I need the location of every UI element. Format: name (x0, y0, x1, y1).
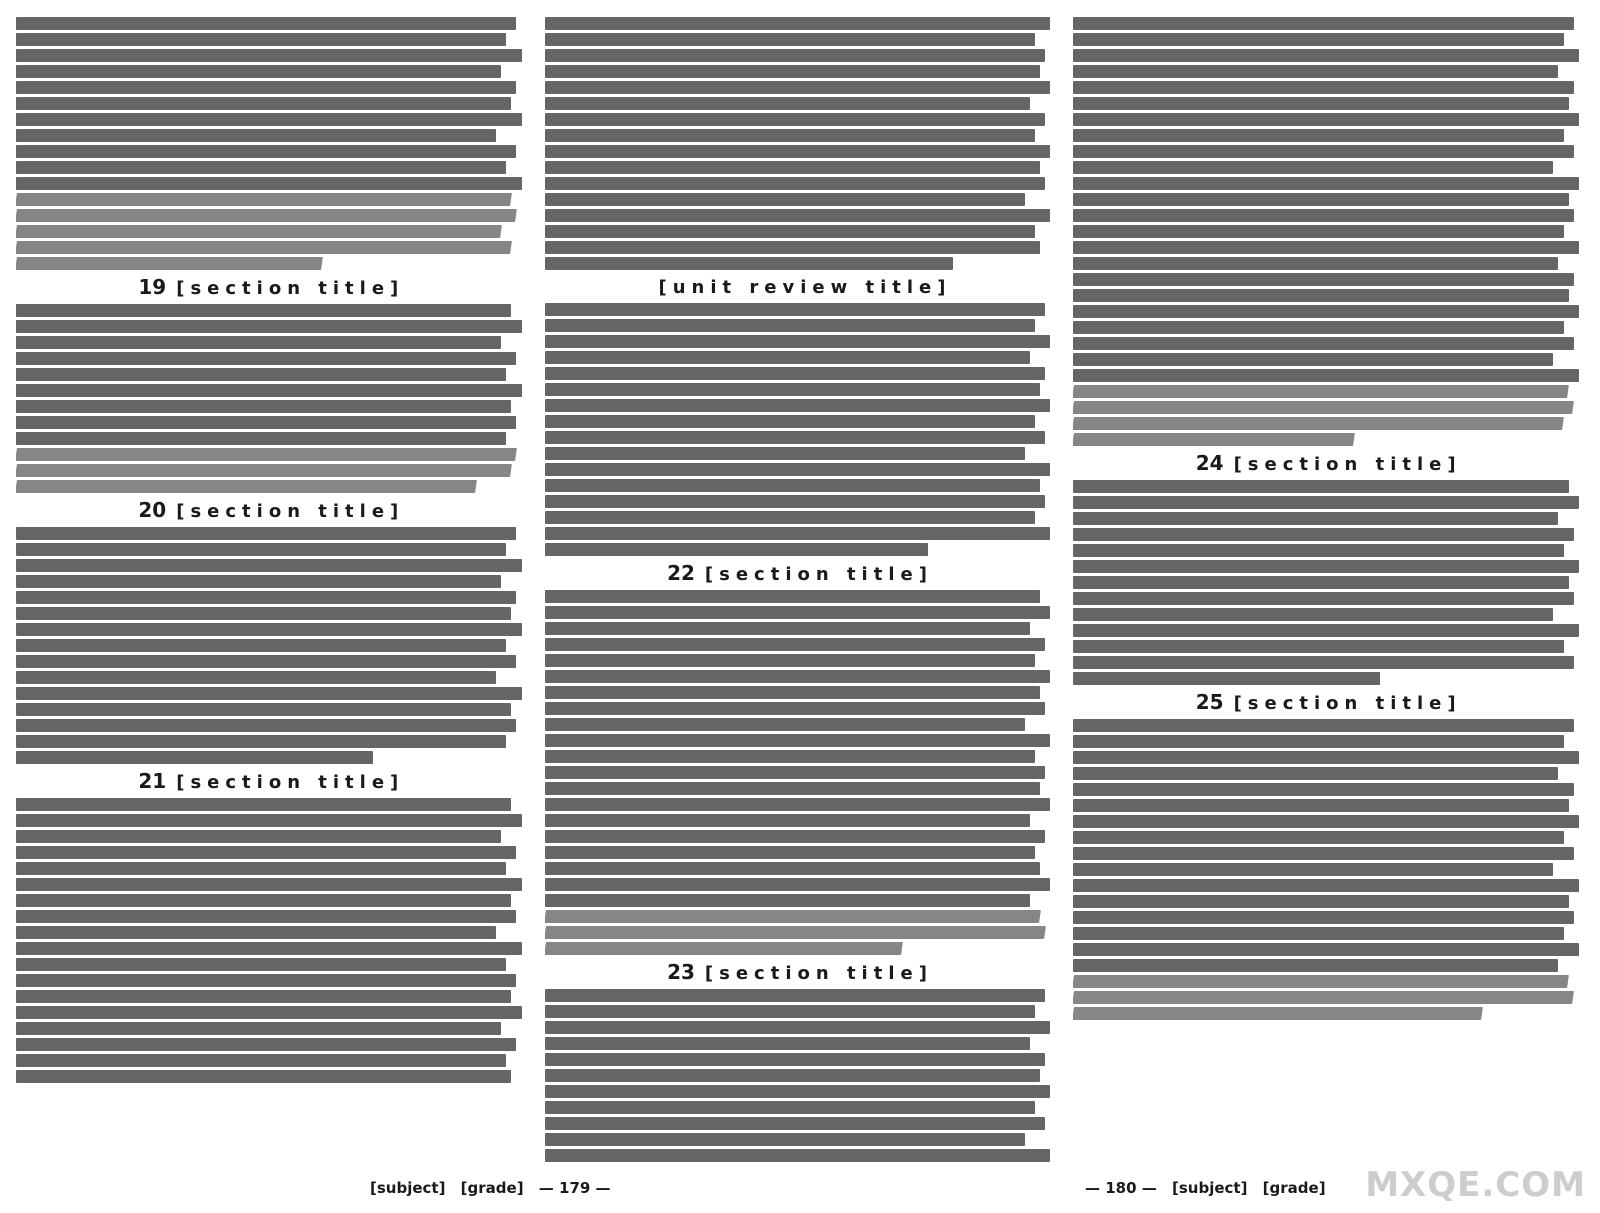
column-left (16, 14, 527, 1164)
text-block (545, 17, 1056, 270)
text-block (16, 527, 527, 764)
section-title: [section title] (1233, 454, 1462, 475)
footer-subject: [subject] (1172, 1179, 1248, 1197)
section-title: [section title] (176, 501, 405, 522)
page-number-left: — 179 — (538, 1179, 611, 1197)
page-number-right: — 180 — (1085, 1179, 1157, 1197)
section-title: [section title] (176, 772, 405, 793)
footer-grade: [grade] (460, 1179, 524, 1197)
text-block (16, 798, 527, 1083)
section-number: 24 (1195, 451, 1224, 475)
section-heading (545, 960, 1056, 984)
text-block (1073, 480, 1584, 685)
section-number: 25 (1195, 690, 1224, 714)
section-title: [section title] (1233, 693, 1462, 714)
section-title: [unit review title] (658, 277, 952, 298)
text-block (16, 17, 527, 270)
text-block (545, 590, 1056, 955)
text-block (545, 303, 1056, 556)
footer-left (370, 1179, 621, 1197)
text-block (16, 304, 527, 493)
footer-grade: [grade] (1262, 1179, 1326, 1197)
column-middle (545, 14, 1056, 1164)
section-heading (16, 275, 527, 299)
column-right (1073, 14, 1584, 1164)
three-column-layout (16, 14, 1584, 1164)
text-block (1073, 719, 1584, 1020)
site-watermark: MXQE.COM (1365, 1165, 1586, 1205)
section-number: 23 (667, 960, 695, 984)
section-number: 19 (138, 275, 167, 299)
section-heading (545, 561, 1056, 585)
text-block (1073, 17, 1584, 446)
section-title: [section title] (704, 963, 933, 984)
section-title: [section title] (704, 564, 933, 585)
section-heading (1073, 690, 1584, 714)
footer-right (1085, 1179, 1336, 1197)
page-footer (0, 1177, 1600, 1203)
section-number: 20 (138, 498, 167, 522)
section-number: 22 (667, 561, 695, 585)
section-heading (16, 769, 527, 793)
section-title: [section title] (176, 278, 405, 299)
section-heading (545, 278, 1056, 297)
section-heading (16, 498, 527, 522)
section-number: 21 (138, 769, 167, 793)
text-block (545, 989, 1056, 1164)
section-heading (1073, 451, 1584, 475)
footer-subject: [subject] (370, 1179, 446, 1197)
